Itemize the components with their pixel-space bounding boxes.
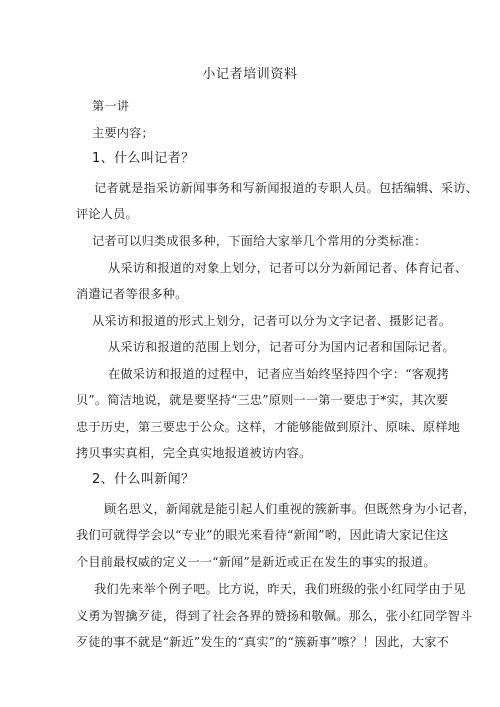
paragraph-line: 歹徒的事不就是“新近”发生的“真实”的“簇新事”嚓？！因此，大家不: [76, 635, 450, 649]
paragraph-line: 义勇为智擒歹徒，得到了社会各界的赞扬和敬佩。那么，张小红同学智斗: [76, 609, 473, 623]
paragraph-line: 我们可就得学会以“专业”的眼光来看待“新闻”哟，因此请大家记住这: [76, 528, 449, 542]
paragraph-line: 记者就是指采访新闻事务和写新闻报道的专职人员。包括编辑、采访、: [94, 181, 479, 195]
paragraph-line: 从采访和报道的范围上划分，记者可分为国内记者和国际记者。: [108, 340, 455, 354]
lecture-label: 第一讲: [92, 99, 130, 113]
section-heading: 2、什么叫新闻？: [92, 472, 195, 487]
paragraph-line: 个目前最权威的定义一一“新闻”是新近或正在发生的事实的报道。: [76, 555, 436, 569]
main-content-label: 主要内容；: [92, 126, 154, 140]
paragraph-line: 从采访和报道的对象上划分，记者可以分为新闻记者、体育记者、: [108, 261, 468, 275]
paragraph-line: 消遣记者等很多种。: [76, 287, 188, 301]
paragraph-line: 在做采访和报道的过程中，记者应当始终坚持四个字：“客观拷: [108, 367, 449, 381]
paragraph-line: 记者可以归类成很多种，下面给大家举几个常用的分类标准：: [92, 234, 427, 248]
paragraph-line: 拷贝事实真相，完全真实地报道被访内容。: [76, 446, 312, 460]
paragraph-line: 我们先来举个例子吧。比方说，昨天，我们班级的张小红同学由于见: [94, 582, 466, 596]
paragraph-line: 评论人员。: [76, 207, 138, 221]
paragraph-line: 忠于历史，第三要忠于公众。这样，才能够能做到原汁、原味、原样地: [76, 420, 461, 434]
paragraph-line: 贝”。简洁地说，就是要坚持“三忠”原则一一第一要忠于*实，其次要: [76, 393, 449, 407]
document-title: 小记者培训资料: [202, 67, 298, 82]
section-heading: 1、什么叫记者？: [92, 151, 195, 166]
paragraph-line: 从采访和报道的形式上划分，记者可以分为文字记者、摄影记者。: [92, 314, 452, 328]
paragraph-line: 顾名思义，新闻就是能引起人们重视的簇新事。但既然身为小记者，: [104, 502, 476, 516]
